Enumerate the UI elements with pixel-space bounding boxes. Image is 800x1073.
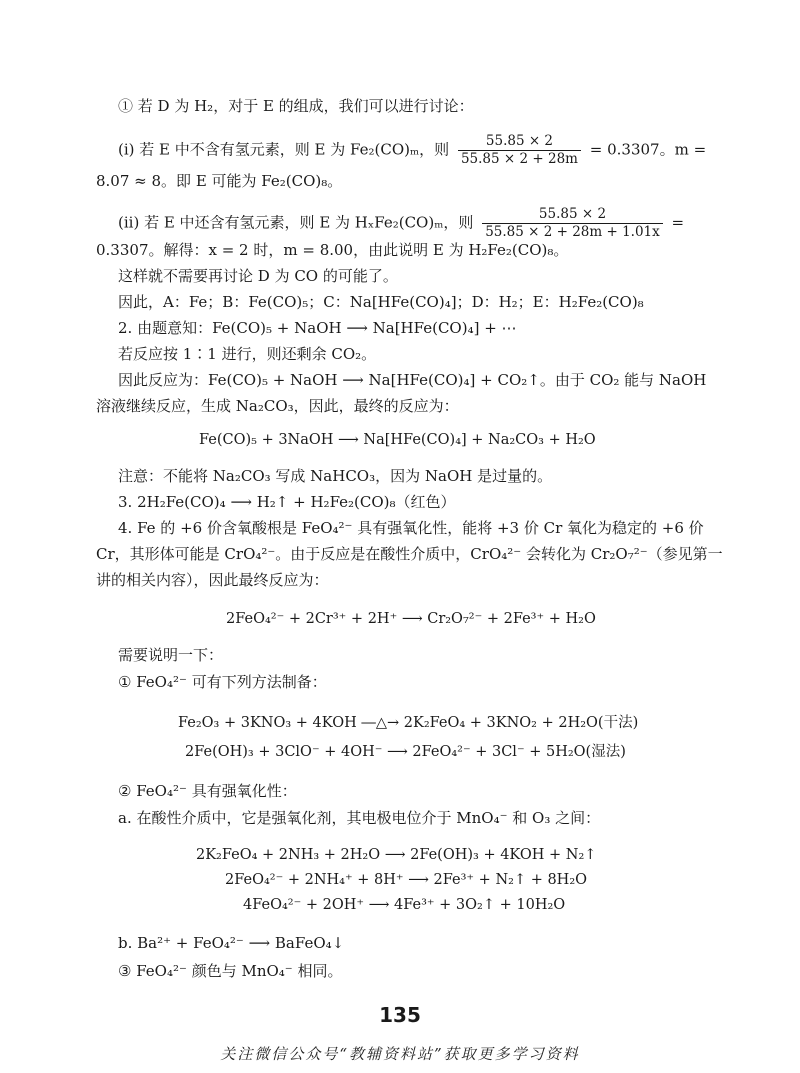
text-line-m-result: 8.07 ≈ 8。即 E 可能为 Fe₂(CO)₈。 [96, 172, 343, 190]
fraction-case-ii [482, 206, 663, 241]
text-line-final-reaction: 讲的相关内容），因此最终反应为： [96, 571, 329, 589]
text-line-d-is-h2: ① 若 D 为 H₂，对于 E 的组成，我们可以进行讨论： [118, 97, 474, 115]
fraction-case-i [458, 133, 581, 168]
text-line-ratio: 若反应按 1∶1 进行，则还剩余 CO₂。 [118, 345, 377, 363]
text-line-case-ii [118, 206, 684, 241]
equation-hydroxide: 4FeO₄²⁻ + 2OH⁺ ⟶ 4Fe³⁺ + 3O₂↑ + 10H₂O [243, 897, 566, 913]
text-line-q2: 2. 由题意知：Fe(CO)₅ + NaOH ⟶ Na[HFe(CO)₄] + ⋯ [118, 319, 517, 337]
text-line-no-need: 这样就不需要再讨论 D 为 CO 的可能了。 [118, 267, 398, 285]
case-ii-equals: = [671, 213, 685, 232]
fraction-numerator: 55.85 × 2 [538, 206, 607, 222]
text-line-case-i [118, 133, 706, 168]
footer-watermark: 关注微信公众号“教辅资料站”获取更多学习资料 [220, 1045, 580, 1063]
equation-ferrate-chromium: 2FeO₄²⁻ + 2Cr³⁺ + 2H⁺ ⟶ Cr₂O₇²⁻ + 2Fe³⁺ + H₂O [226, 611, 596, 627]
equation-dry-method: Fe₂O₃ + 3KNO₃ + 4KOH ―△→ 2K₂FeO₄ + 3KNO₂ + 2H₂O(干法) [178, 715, 639, 731]
fraction-numerator: 55.85 × 2 [485, 133, 554, 149]
text-line-acidic-medium: a. 在酸性介质中，它是强氧化剂，其电极电位介于 MnO₄⁻ 和 O₃ 之间： [118, 809, 601, 827]
text-line-continue: 溶液继续反应，生成 Na₂CO₃，因此，最终的反应为： [96, 397, 459, 415]
text-line-barium: b. Ba²⁺ + FeO₄²⁻ ⟶ BaFeO₄↓ [118, 934, 345, 952]
text-line-explain: 需要说明一下： [118, 646, 224, 664]
text-line-reaction-co2: 因此反应为：Fe(CO)₅ + NaOH ⟶ Na[HFe(CO)₄] + CO₂↑。由于 CO₂ 能与 NaOH [118, 371, 707, 389]
equation-final-naoh: Fe(CO)₅ + 3NaOH ⟶ Na[HFe(CO)₄] + Na₂CO₃ + H₂O [199, 432, 596, 448]
fraction-denominator: 55.85 × 2 + 28m [458, 150, 581, 168]
page-number: 135 [379, 1003, 421, 1027]
text-line-preparation: ① FeO₄²⁻ 可有下列方法制备： [118, 673, 327, 691]
text-line-answer-summary: 因此，A：Fe；B：Fe(CO)₅；C：Na[HFe(CO)₄]；D：H₂；E：H₂Fe₂(CO)₈ [118, 293, 644, 311]
text-line-color: ③ FeO₄²⁻ 颜色与 MnO₄⁻ 相同。 [118, 962, 343, 980]
equation-wet-method: 2Fe(OH)₃ + 3ClO⁻ + 4OH⁻ ⟶ 2FeO₄²⁻ + 3Cl⁻ + 5H₂O(湿法) [185, 744, 626, 760]
text-line-strong-oxidizer: ② FeO₄²⁻ 具有强氧化性： [118, 782, 297, 800]
case-i-result: = 0.3307。m = [589, 140, 707, 159]
text-line-note: 注意：不能将 Na₂CO₃ 写成 NaHCO₃，因为 NaOH 是过量的。 [118, 467, 553, 485]
text-line-q3: 3. 2H₂Fe(CO)₄ ⟶ H₂↑ + H₂Fe₂(CO)₈（红色） [118, 493, 456, 511]
fraction-denominator: 55.85 × 2 + 28m + 1.01x [482, 223, 663, 241]
equation-ammonia: 2K₂FeO₄ + 2NH₃ + 2H₂O ⟶ 2Fe(OH)₃ + 4KOH + N₂↑ [196, 847, 597, 863]
text-line-q4: 4. Fe 的 +6 价含氧酸根是 FeO₄²⁻ 具有强氧化性，能将 +3 价 Cr 氧化为稳定的 +6 价 [118, 519, 704, 537]
equation-ammonium: 2FeO₄²⁻ + 2NH₄⁺ + 8H⁺ ⟶ 2Fe³⁺ + N₂↑ + 8H₂O [225, 872, 588, 888]
case-ii-text: (ii) 若 E 中还含有氢元素，则 E 为 HₓFe₂(CO)ₘ，则 [118, 213, 474, 232]
case-i-text: (i) 若 E 中不含有氢元素，则 E 为 Fe₂(CO)ₘ，则 [118, 140, 450, 159]
text-line-solution: 0.3307。解得：x = 2 时，m = 8.00，由此说明 E 为 H₂Fe₂(CO)₈。 [96, 241, 569, 259]
text-line-cr-form: Cr，其形体可能是 CrO₄²⁻。由于反应是在酸性介质中，CrO₄²⁻ 会转化为 Cr₂O₇²⁻（参见第一 [96, 545, 723, 563]
